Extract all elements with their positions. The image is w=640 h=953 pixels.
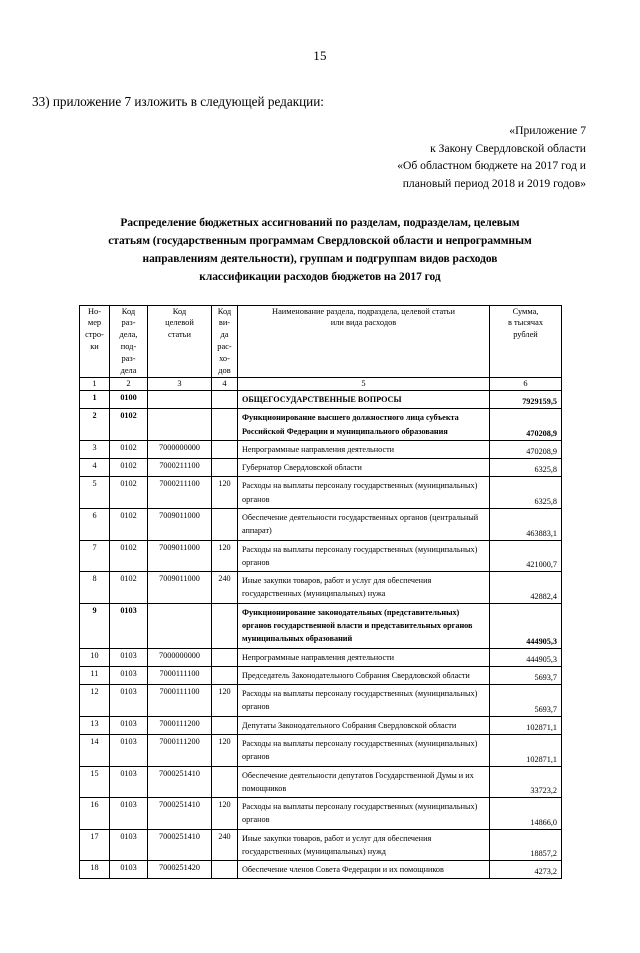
cell-amount: 444905,3 xyxy=(490,648,562,666)
cell-amount: 4273,2 xyxy=(490,861,562,879)
cell-amount: 102871,1 xyxy=(490,734,562,766)
cell-name: ОБЩЕГОСУДАРСТВЕННЫЕ ВОПРОСЫ xyxy=(238,391,490,409)
table-row xyxy=(80,459,562,477)
cell-section-code: 0103 xyxy=(110,734,148,766)
cell-section-code: 0103 xyxy=(110,829,148,861)
cell-amount: 7929159,5 xyxy=(490,391,562,409)
cell-name: Расходы на выплаты персоналу государственных (муниципальных) органов xyxy=(238,734,490,766)
cell-expense-type-code xyxy=(212,440,238,458)
cell-name: Депутаты Законодательного Собрания Свердловской области xyxy=(238,716,490,734)
cell-target-article-code xyxy=(148,603,212,648)
column-number-3: 3 xyxy=(148,378,212,391)
cell-expense-type-code: 240 xyxy=(212,572,238,604)
header-amount: Сумма, в тысячах рублей xyxy=(490,305,562,378)
table-row xyxy=(80,540,562,572)
cell-target-article-code: 7000251410 xyxy=(148,798,212,830)
column-number-4: 4 xyxy=(212,378,238,391)
cell-target-article-code: 7000251410 xyxy=(148,766,212,798)
table-row xyxy=(80,648,562,666)
cell-expense-type-code xyxy=(212,391,238,409)
table-row xyxy=(80,391,562,409)
cell-expense-type-code xyxy=(212,766,238,798)
cell-row-number: 5 xyxy=(80,477,110,509)
cell-target-article-code: 7000111100 xyxy=(148,666,212,684)
cell-name: Непрограммные направления деятельности xyxy=(238,440,490,458)
cell-amount: 6325,8 xyxy=(490,477,562,509)
table-row xyxy=(80,716,562,734)
cell-name: Председатель Законодательного Собрания Свердловской области xyxy=(238,666,490,684)
cell-expense-type-code xyxy=(212,459,238,477)
appendix-reference-line-2: к Закону Свердловской области xyxy=(430,141,586,155)
cell-target-article-code: 7009011000 xyxy=(148,509,212,541)
cell-section-code: 0102 xyxy=(110,509,148,541)
cell-expense-type-code xyxy=(212,648,238,666)
table-row xyxy=(80,766,562,798)
table-row xyxy=(80,666,562,684)
document-title-line-1: Распределение бюджетных ассигнований по разделам, подразделам, целевым xyxy=(120,217,520,230)
cell-name: Обеспечение членов Совета Федерации и их помощников xyxy=(238,861,490,879)
cell-section-code: 0103 xyxy=(110,766,148,798)
cell-row-number: 1 xyxy=(80,391,110,409)
cell-name: Расходы на выплаты персоналу государственных (муниципальных) органов xyxy=(238,685,490,717)
cell-section-code: 0103 xyxy=(110,666,148,684)
cell-name: Расходы на выплаты персоналу государственных (муниципальных) органов xyxy=(238,540,490,572)
cell-amount: 33723,2 xyxy=(490,766,562,798)
budget-allocation-table xyxy=(79,305,562,880)
cell-expense-type-code: 240 xyxy=(212,829,238,861)
cell-amount: 6325,8 xyxy=(490,459,562,477)
cell-section-code: 0102 xyxy=(110,540,148,572)
column-number-1: 1 xyxy=(80,378,110,391)
column-number-6: 6 xyxy=(490,378,562,391)
cell-row-number: 12 xyxy=(80,685,110,717)
cell-target-article-code: 7000111200 xyxy=(148,734,212,766)
document-title-line-3: направлениям деятельности), группам и подгруппам видов расходов xyxy=(142,253,498,266)
table-row xyxy=(80,509,562,541)
header-row-number: Но- мер стро- ки xyxy=(80,305,110,378)
table-header-row xyxy=(80,305,562,378)
cell-row-number: 8 xyxy=(80,572,110,604)
page-number: 15 xyxy=(313,48,327,63)
header-section-code: Код раз- дела, под- раз- дела xyxy=(110,305,148,378)
cell-target-article-code: 7000000000 xyxy=(148,440,212,458)
appendix-reference-line-4: плановый период 2018 и 2019 годов» xyxy=(402,176,586,190)
cell-target-article-code: 7009011000 xyxy=(148,572,212,604)
header-target-article-code: Код целевой статьи xyxy=(148,305,212,378)
cell-section-code: 0103 xyxy=(110,861,148,879)
cell-name: Функционирование законодательных (представительных) органов государственной власти и представительных органов муниципальных образований xyxy=(238,603,490,648)
table-column-number-row xyxy=(80,378,562,391)
cell-row-number: 3 xyxy=(80,440,110,458)
cell-target-article-code xyxy=(148,391,212,409)
cell-name: Непрограммные направления деятельности xyxy=(238,648,490,666)
cell-expense-type-code: 120 xyxy=(212,540,238,572)
cell-row-number: 2 xyxy=(80,409,110,441)
table-row xyxy=(80,477,562,509)
table-row xyxy=(80,572,562,604)
cell-amount: 18857,2 xyxy=(490,829,562,861)
table-row xyxy=(80,685,562,717)
cell-row-number: 13 xyxy=(80,716,110,734)
cell-name: Расходы на выплаты персоналу государственных (муниципальных) органов xyxy=(238,477,490,509)
cell-target-article-code: 7000211100 xyxy=(148,477,212,509)
cell-name: Функционирование высшего должностного лица субъекта Российской Федерации и муниципального образования xyxy=(238,409,490,441)
cell-amount: 470208,9 xyxy=(490,409,562,441)
table-row xyxy=(80,603,562,648)
cell-row-number: 14 xyxy=(80,734,110,766)
cell-name: Обеспечение деятельности депутатов Государственной Думы и их помощников xyxy=(238,766,490,798)
cell-row-number: 11 xyxy=(80,666,110,684)
table-header xyxy=(80,305,562,391)
cell-section-code: 0103 xyxy=(110,603,148,648)
cell-amount: 14866,0 xyxy=(490,798,562,830)
cell-row-number: 10 xyxy=(80,648,110,666)
cell-amount: 470208,9 xyxy=(490,440,562,458)
cell-section-code: 0102 xyxy=(110,440,148,458)
cell-section-code: 0103 xyxy=(110,798,148,830)
cell-amount: 421000,7 xyxy=(490,540,562,572)
cell-row-number: 7 xyxy=(80,540,110,572)
cell-row-number: 15 xyxy=(80,766,110,798)
cell-expense-type-code: 120 xyxy=(212,477,238,509)
header-expense-type-code: Код ви- да рас- хо- дов xyxy=(212,305,238,378)
cell-amount: 42882,4 xyxy=(490,572,562,604)
cell-name: Иные закупки товаров, работ и услуг для обеспечения государственных (муниципальных) нужа xyxy=(238,572,490,604)
cell-target-article-code: 7000000000 xyxy=(148,648,212,666)
document-title xyxy=(87,214,553,286)
cell-expense-type-code xyxy=(212,409,238,441)
cell-amount: 102871,1 xyxy=(490,716,562,734)
header-name: Наименование раздела, подраздела, целевой статьи или вида расходов xyxy=(238,305,490,378)
cell-amount: 5693,7 xyxy=(490,685,562,717)
cell-name: Иные закупки товаров, работ и услуг для обеспечения государственных (муниципальных) нужд xyxy=(238,829,490,861)
cell-section-code: 0103 xyxy=(110,716,148,734)
table-row xyxy=(80,829,562,861)
cell-target-article-code: 7000111100 xyxy=(148,685,212,717)
cell-section-code: 0102 xyxy=(110,409,148,441)
cell-row-number: 17 xyxy=(80,829,110,861)
cell-amount: 444905,3 xyxy=(490,603,562,648)
table-body xyxy=(80,391,562,879)
cell-expense-type-code xyxy=(212,509,238,541)
cell-section-code: 0103 xyxy=(110,685,148,717)
cell-amount: 463883,1 xyxy=(490,509,562,541)
cell-target-article-code: 7000211100 xyxy=(148,459,212,477)
cell-row-number: 4 xyxy=(80,459,110,477)
table-row xyxy=(80,734,562,766)
cell-expense-type-code xyxy=(212,861,238,879)
cell-row-number: 6 xyxy=(80,509,110,541)
cell-expense-type-code xyxy=(212,666,238,684)
cell-amount: 5693,7 xyxy=(490,666,562,684)
cell-target-article-code xyxy=(148,409,212,441)
document-page xyxy=(0,48,640,953)
document-title-line-2: статьям (государственным программам Свердловской области и непрограммным xyxy=(108,235,532,248)
cell-target-article-code: 7000111200 xyxy=(148,716,212,734)
table-row xyxy=(80,440,562,458)
intro-paragraph: 33) приложение 7 изложить в следующей редакции: xyxy=(32,94,324,109)
appendix-reference xyxy=(0,122,640,192)
table-row xyxy=(80,798,562,830)
cell-expense-type-code: 120 xyxy=(212,685,238,717)
cell-section-code: 0103 xyxy=(110,648,148,666)
appendix-reference-line-3: «Об областном бюджете на 2017 год и xyxy=(397,159,586,173)
cell-name: Обеспечение деятельности государственных органов (центральный аппарат) xyxy=(238,509,490,541)
cell-expense-type-code: 120 xyxy=(212,798,238,830)
cell-target-article-code: 7000251410 xyxy=(148,829,212,861)
appendix-reference-line-1: «Приложение 7 xyxy=(509,124,586,137)
cell-row-number: 18 xyxy=(80,861,110,879)
cell-section-code: 0100 xyxy=(110,391,148,409)
cell-row-number: 16 xyxy=(80,798,110,830)
cell-section-code: 0102 xyxy=(110,572,148,604)
cell-name: Расходы на выплаты персоналу государственных (муниципальных) органов xyxy=(238,798,490,830)
cell-expense-type-code: 120 xyxy=(212,734,238,766)
cell-target-article-code: 7009011000 xyxy=(148,540,212,572)
cell-expense-type-code xyxy=(212,603,238,648)
cell-section-code: 0102 xyxy=(110,477,148,509)
table-row xyxy=(80,861,562,879)
column-number-2: 2 xyxy=(110,378,148,391)
cell-target-article-code: 7000251420 xyxy=(148,861,212,879)
document-title-line-4: классификации расходов бюджетов на 2017 год xyxy=(199,271,441,284)
cell-section-code: 0102 xyxy=(110,459,148,477)
column-number-5: 5 xyxy=(238,378,490,391)
cell-expense-type-code xyxy=(212,716,238,734)
cell-name: Губернатор Свердловской области xyxy=(238,459,490,477)
table-row xyxy=(80,409,562,441)
cell-row-number: 9 xyxy=(80,603,110,648)
